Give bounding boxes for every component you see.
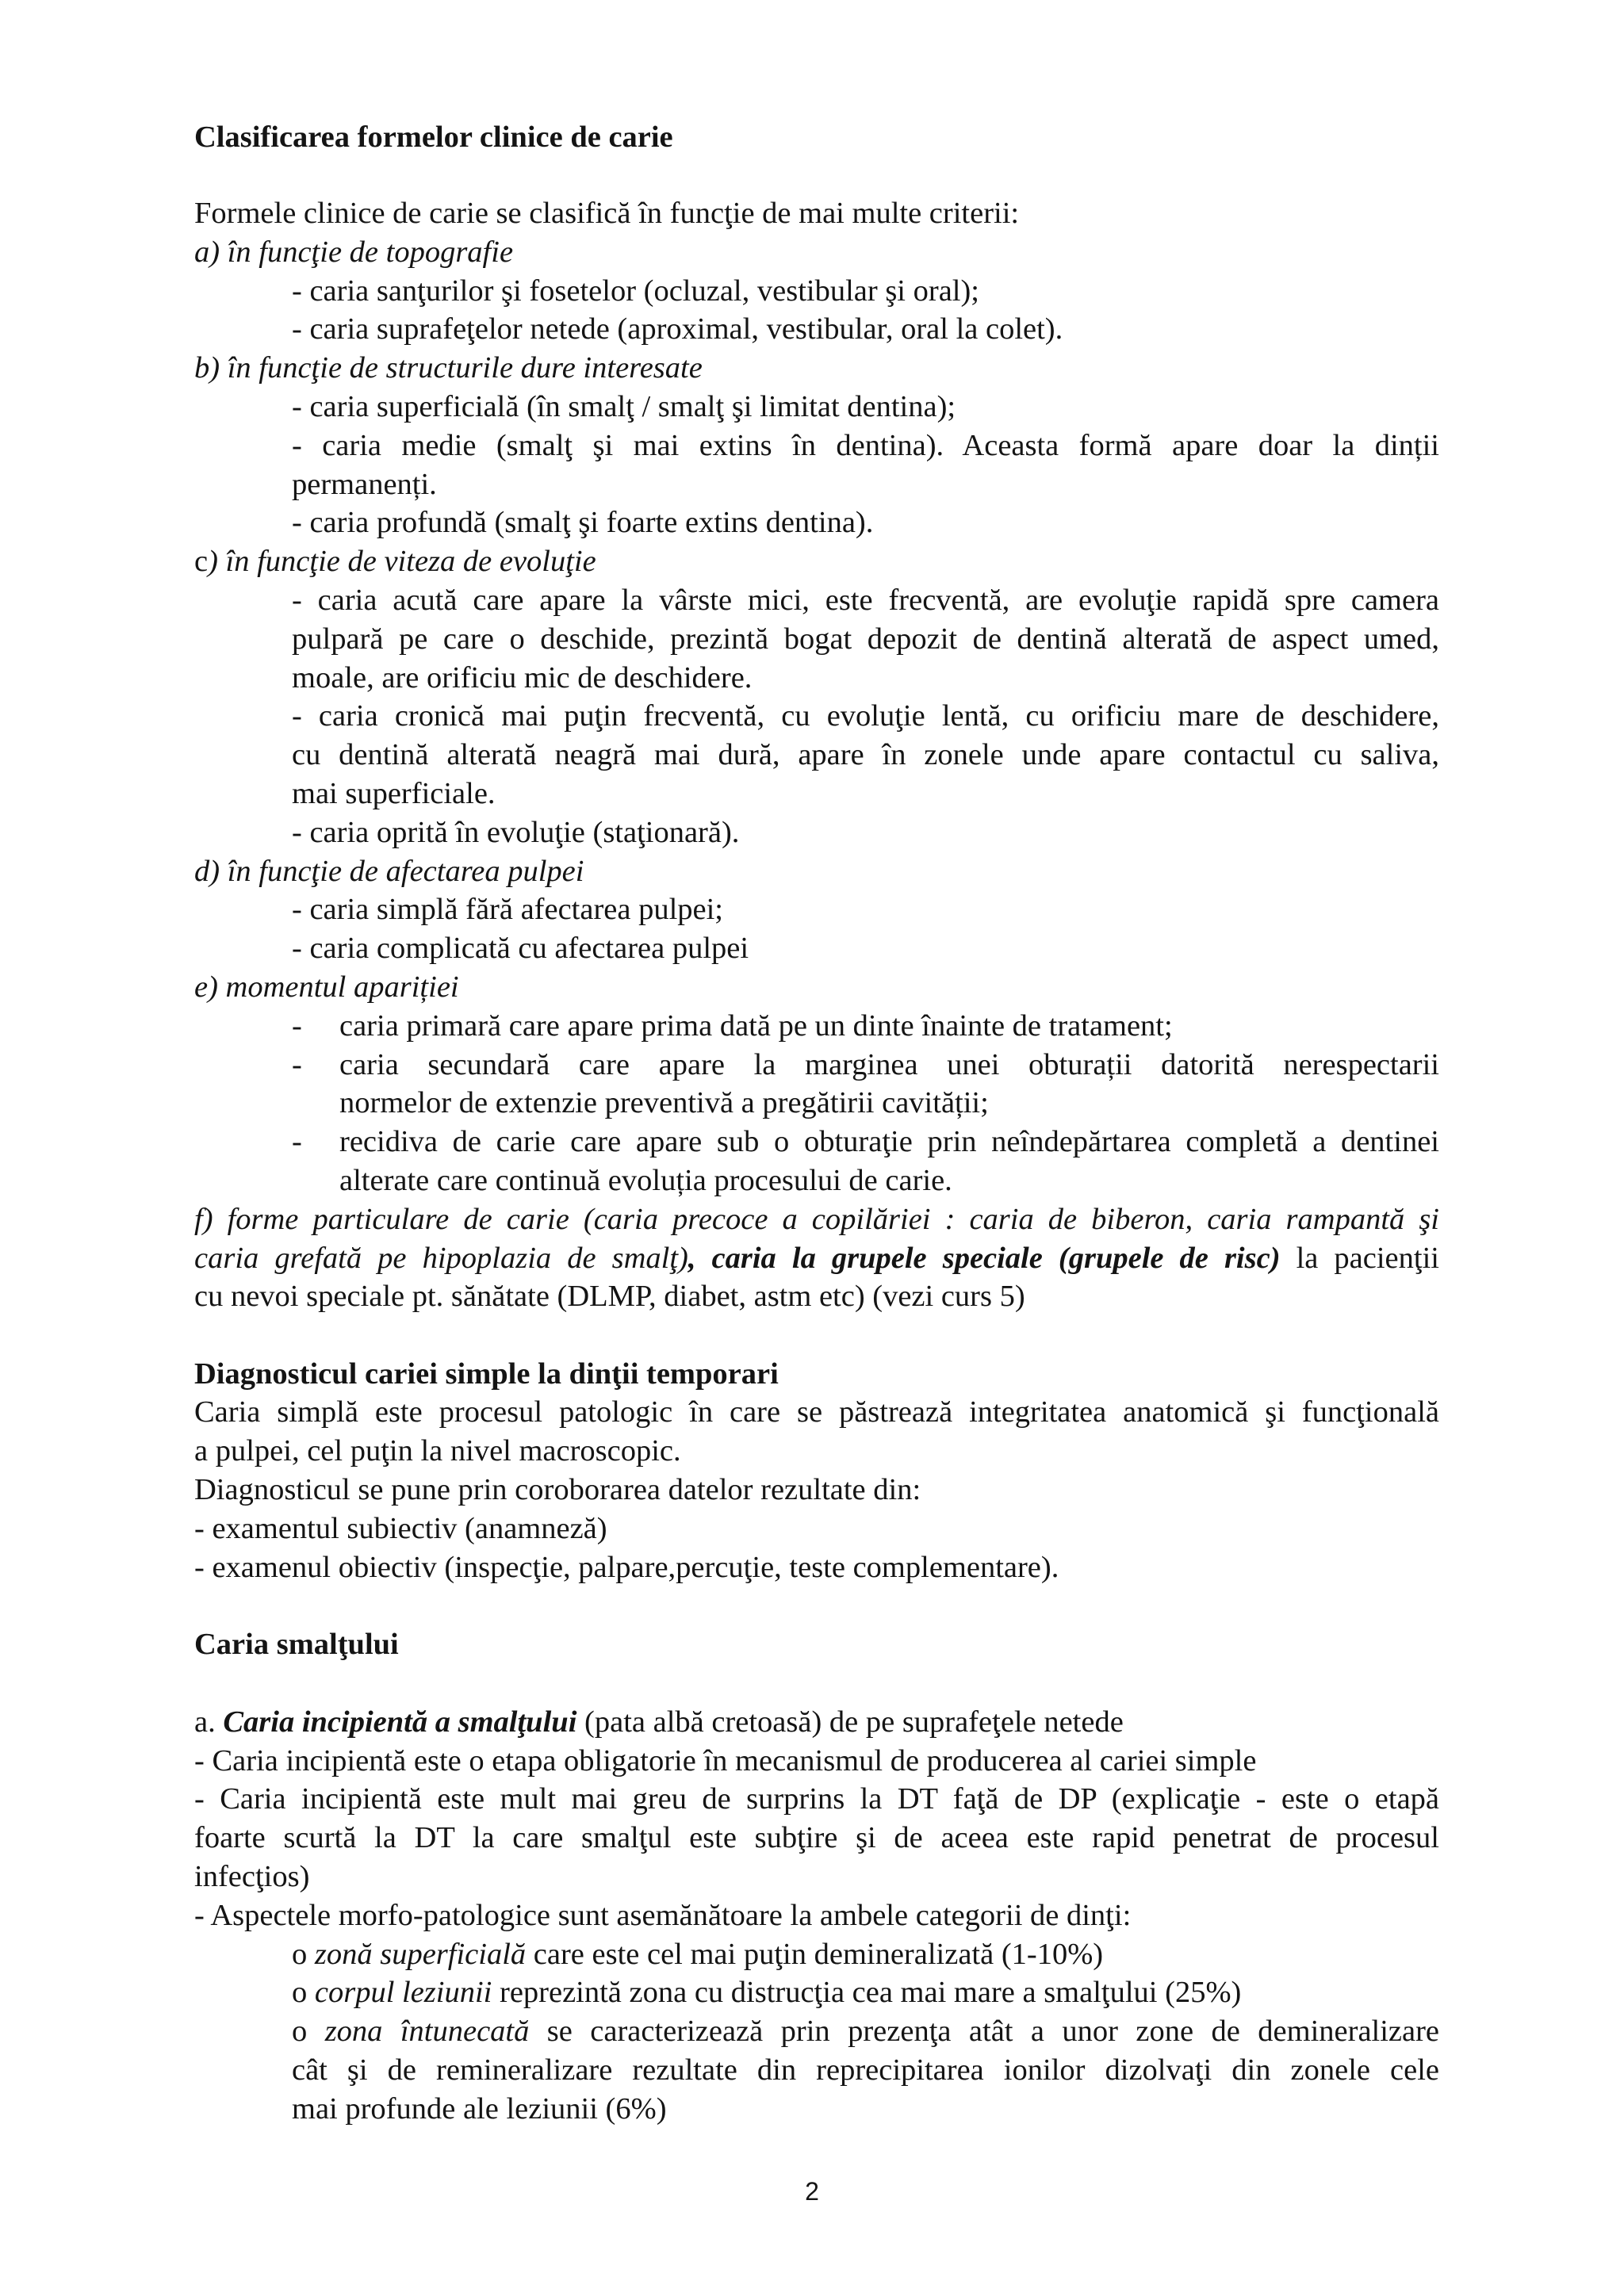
paragraph-line: - Caria incipientă este mult mai greu de surprins la DT faţă de DP (explicaţie - este o etapă [194,1782,1439,1816]
zone-item-continuation: mai profunde ale leziunii (6%) [292,2092,667,2126]
section-heading-caria-smaltului: Caria smalţului [194,1628,399,1661]
list-item: - caria complicată cu afectarea pulpei [292,932,749,965]
subsection-title: Caria incipientă a smalţului [223,1705,577,1739]
list-item-continuation: normelor de extenzie preventivă a pregătirii cavității; [339,1086,989,1119]
intro-paragraph: Formele clinice de carie se clasifică în funcţie de mai multe criterii: [194,197,1020,230]
zone-term: corpul leziunii [314,1976,492,2009]
list-item-continuation: mai superficiale. [292,777,496,810]
paragraph-line: Caria simplă este procesul patologic în care se păstrează integritatea anatomică şi funcţională [194,1395,1439,1429]
list-item: caria primară care apare prima dată pe un dinte înainte de tratament; [339,1009,1173,1043]
section-heading-diagnosticul: Diagnosticul cariei simple la dinţii temporari [194,1357,779,1391]
zone-term: zonă superficială [314,1938,527,1971]
criterion-d-title: d) în funcţie de afectarea pulpei [194,855,584,888]
list-item: - caria sanţurilor şi fosetelor (ocluzal, vestibular şi oral); [292,274,980,308]
list-item: - caria superficială (în smalţ / smalţ şi limitat dentina); [292,390,956,423]
zone-item [292,2012,1439,2051]
zone-item-continuation: cât şi de remineralizare rezultate din reprecipitarea ionilor dizolvaţi din zonele cele [292,2053,1439,2087]
criterion-c-title [194,542,596,581]
zone-item [292,1935,1103,1974]
criterion-c-text: ) în funcţie de viteza de evoluţie [208,545,596,578]
paragraph-line: infecţios) [194,1860,310,1893]
subsection-title-line [194,1703,1124,1742]
criterion-c-prefix: c [194,545,209,578]
list-item-continuation: cu dentină alterată neagră mai dură, apare în zonele unde apare contactul cu saliva, [292,738,1439,771]
criterion-f-text: , caria la grupele speciale (grupele de risc) [688,1242,1281,1275]
subsection-prefix: a. [194,1705,224,1739]
zone-desc: reprezintă zona cu distrucţia cea mai mare a smalţului (25%) [492,1976,1242,2009]
list-item-continuation: moale, are orificiu mic de deschidere. [292,661,753,695]
list-item: - caria medie (smalţ şi mai extins în dentina). Aceasta formă apare doar la dinții [292,429,1439,462]
list-item: - caria oprită în evoluţie (staţionară). [292,816,740,849]
paragraph-line: - Caria incipientă este o etapa obligatorie în mecanismul de producerea al cariei simple [194,1744,1257,1777]
zone-desc: se caracterizează prin prezenţa atât a unor zone de demineralizare [529,2015,1440,2048]
list-item: caria secundară care apare la marginea unei obturații datorită nerespectarii [339,1048,1439,1081]
criterion-f-text: la pacienţii [1280,1242,1439,1275]
bullet-o: o [292,1938,315,1971]
list-item: - caria acută care apare la vârste mici, este frecventă, are evoluţie rapidă spre camera [292,584,1439,617]
paragraph-line: Diagnosticul se pune prin coroborarea datelor rezultate din: [194,1473,921,1506]
criterion-b-title: b) în funcţie de structurile dure interesate [194,351,703,385]
zone-term: zona întunecată [324,2015,530,2048]
paragraph-line: - Aspectele morfo-patologice sunt asemănătoare la ambele categorii de dinţi: [194,1899,1132,1932]
criterion-f-line: cu nevoi speciale pt. sănătate (DLMP, diabet, astm etc) (vezi curs 5) [194,1280,1025,1313]
zone-item [292,1973,1241,2012]
criterion-f-text: caria grefată pe hipoplazia de smalţ) [194,1242,688,1275]
subsection-rest: (pata albă cretoasă) de pe suprafeţele netede [576,1705,1124,1739]
bullet-o: o [292,2015,325,2048]
bullet-dash: - [292,1125,302,1158]
bullet-o: o [292,1976,315,2009]
paragraph-line: foarte scurtă la DT la care smalţul este subţire şi de aceea este rapid penetrat de procesul [194,1821,1439,1854]
list-item: - caria suprafeţelor netede (aproximal, vestibular, oral la colet). [292,312,1063,346]
criterion-f-line: f) forme particulare de carie (caria precoce a copilăriei : caria de biberon, caria rampantă şi [194,1203,1439,1236]
list-item: - examentul subiectiv (anamneză) [194,1512,607,1545]
bullet-dash: - [292,1009,302,1043]
list-item: - examenul obiectiv (inspecţie, palpare,percuţie, teste complementare). [194,1551,1059,1584]
list-item: - caria simplă fără afectarea pulpei; [292,893,724,926]
list-item-continuation: permanenți. [292,468,437,501]
bullet-dash: - [292,1048,302,1081]
list-item: - caria profundă (smalţ şi foarte extins dentina). [292,506,874,539]
paragraph-line: a pulpei, cel puţin la nivel macroscopic. [194,1434,681,1468]
section-heading-clasificarea: Clasificarea formelor clinice de carie [194,121,673,154]
list-item-continuation: alterate care continuă evoluția procesului de carie. [339,1164,952,1197]
page-number: 2 [805,2177,819,2206]
criterion-a-title: a) în funcţie de topografie [194,235,514,269]
list-item-continuation: pulpară pe care o deschide, prezintă bogat depozit de dentină alterată de aspect umed, [292,622,1439,656]
criterion-e-title: e) momentul apariției [194,970,459,1004]
list-item: - caria cronică mai puţin frecventă, cu evoluţie lentă, cu orificiu mare de deschidere, [292,699,1439,733]
list-item: recidiva de carie care apare sub o obturaţie prin neîndepărtarea completă a dentinei [339,1125,1439,1158]
zone-desc: care este cel mai puţin demineralizată (1-10%) [526,1938,1104,1971]
criterion-f-line [194,1239,1439,1278]
